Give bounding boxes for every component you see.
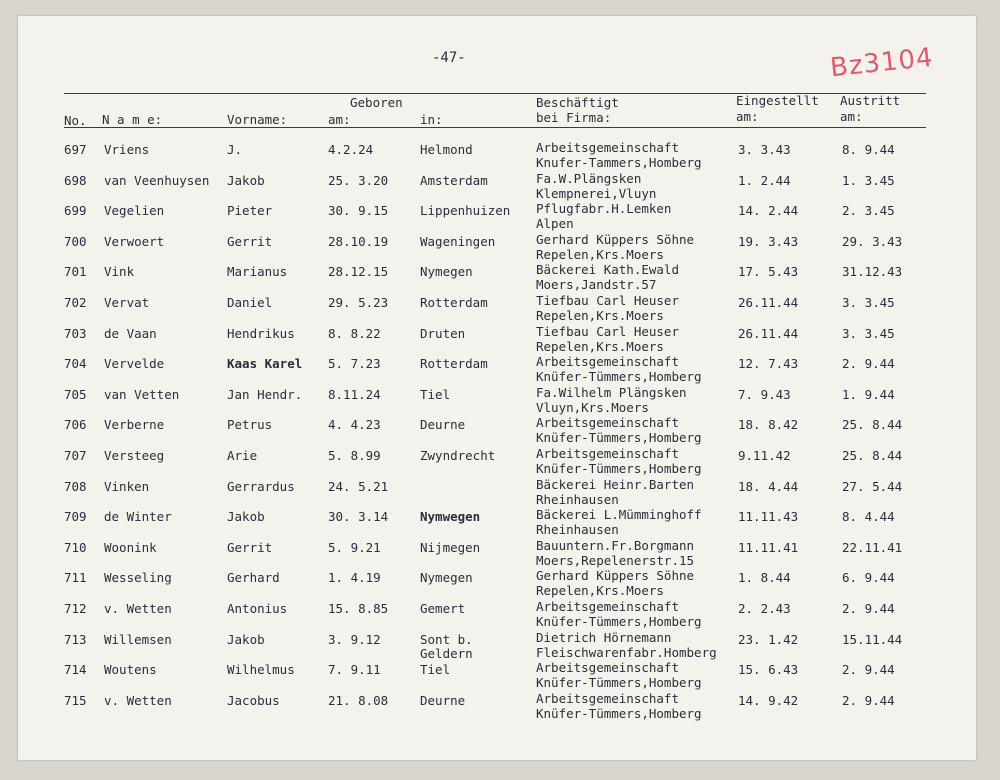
first-name: Antonius — [227, 601, 288, 616]
birth-place: Helmond — [420, 142, 473, 157]
employer-line2: Rheinhausen — [536, 491, 619, 507]
exit-date: 31.12.43 — [842, 264, 903, 280]
employer-line1: Tiefbau Carl Heuser — [536, 293, 679, 308]
employer-line1: Fa.Wilhelm Plängsken — [536, 384, 687, 400]
first-name: J. — [227, 142, 243, 157]
archive-stamp: Bz3104 — [828, 42, 935, 84]
row-number: 707 — [64, 448, 87, 463]
first-name: Hendrikus — [227, 325, 295, 341]
birth-date: 28.10.19 — [328, 233, 389, 249]
surname: de Winter — [104, 509, 172, 525]
birth-place: Deurne — [420, 417, 466, 433]
table-row — [0, 324, 1000, 354]
row-number: 708 — [64, 478, 87, 494]
exit-date: 6. 9.44 — [842, 570, 895, 586]
surname: Vriens — [104, 142, 150, 157]
birth-date: 28.12.15 — [328, 264, 389, 280]
employer-line1: Bäckerei Kath.Ewald — [536, 262, 679, 278]
first-name: Gerrardus — [227, 478, 295, 494]
table-row — [0, 201, 1000, 231]
hired-date: 18. 4.44 — [738, 478, 799, 494]
exit-date: 8. 4.44 — [842, 509, 895, 525]
row-number: 713 — [64, 631, 87, 647]
exit-date: 15.11.44 — [842, 631, 903, 647]
exit-date: 1. 9.44 — [842, 386, 895, 402]
first-name: Kaas Karel — [227, 356, 303, 372]
employer-line1: Bäckerei Heinr.Barten — [536, 476, 695, 492]
hired-date: 26.11.44 — [738, 325, 799, 341]
first-name: Jacobus — [227, 692, 280, 708]
exit-date: 25. 8.44 — [842, 448, 903, 463]
birth-place: Lippenhuizen — [420, 203, 511, 219]
exit-date: 3. 3.45 — [842, 295, 895, 310]
first-name: Gerrit — [227, 233, 273, 249]
birth-date: 8. 8.22 — [328, 325, 381, 341]
employer-line2: Alpen — [536, 216, 574, 232]
employer-line2: Knufer-Tammers,Homberg — [536, 155, 702, 170]
birth-date: 5. 8.99 — [328, 448, 381, 463]
birth-place: Deurne — [420, 692, 466, 708]
table-row — [0, 293, 1000, 323]
page-number: -47- — [432, 50, 466, 66]
hired-date: 7. 9.43 — [738, 386, 791, 402]
hired-date: 14. 2.44 — [738, 203, 799, 219]
exit-date: 22.11.41 — [842, 539, 903, 555]
table-row — [0, 630, 1000, 660]
employer-line2: Rheinhausen — [536, 522, 619, 538]
header-eingestellt-am: am: — [736, 109, 759, 124]
row-number: 701 — [64, 264, 87, 280]
surname: van Vetten — [104, 386, 180, 402]
birth-date: 24. 5.21 — [328, 478, 389, 494]
row-number: 699 — [64, 203, 87, 219]
header-vorname: Vorname: — [227, 112, 288, 127]
table-row — [0, 232, 1000, 262]
employer-line1: Fa.W.Plängsken — [536, 170, 642, 186]
exit-date: 2. 3.45 — [842, 203, 895, 219]
table-row — [0, 446, 1000, 476]
employer-line1: Arbeitsgemeinschaft — [536, 354, 679, 370]
birth-place: Zwyndrecht — [420, 448, 496, 463]
employer-line1: Arbeitsgemeinschaft — [536, 140, 679, 155]
header-austritt-am: am: — [840, 109, 863, 124]
employer-line1: Gerhard Küppers Söhne — [536, 568, 695, 584]
birth-place: Rotterdam — [420, 356, 488, 372]
exit-date: 2. 9.44 — [842, 692, 895, 708]
hired-date: 1. 8.44 — [738, 570, 791, 586]
hired-date: 2. 2.43 — [738, 601, 791, 616]
employer-line2: Klempnerei,Vluyn — [536, 185, 657, 201]
birth-place: Tiel — [420, 662, 451, 678]
birth-date: 5. 7.23 — [328, 356, 381, 372]
birth-date: 8.11.24 — [328, 386, 381, 402]
row-number: 702 — [64, 295, 87, 310]
table-row — [0, 599, 1000, 629]
table-row — [0, 568, 1000, 598]
surname: v. Wetten — [104, 601, 172, 616]
hired-date: 19. 3.43 — [738, 233, 799, 249]
employer-line1: Bäckerei L.Mümminghoff — [536, 507, 702, 523]
birth-date: 29. 5.23 — [328, 295, 389, 310]
surname: Vervat — [104, 295, 150, 310]
hired-date: 18. 8.42 — [738, 417, 799, 433]
table-row — [0, 538, 1000, 568]
row-number: 703 — [64, 325, 87, 341]
birth-date: 15. 8.85 — [328, 601, 389, 616]
employer-line1: Arbeitsgemeinschaft — [536, 690, 679, 706]
birth-date: 3. 9.12 — [328, 631, 381, 647]
birth-place: Tiel — [420, 386, 451, 402]
birth-place: Amsterdam — [420, 172, 488, 188]
row-number: 714 — [64, 662, 87, 678]
employer-line2: Fleischwarenfabr.Homberg — [536, 644, 717, 660]
exit-date: 8. 9.44 — [842, 142, 895, 157]
header-eingestellt: Eingestellt — [736, 93, 819, 108]
row-number: 711 — [64, 570, 87, 586]
table-row — [0, 140, 1000, 170]
employer-line2: Knüfer-Tümmers,Homberg — [536, 461, 702, 476]
first-name: Gerhard — [227, 570, 280, 586]
first-name: Gerrit — [227, 539, 273, 555]
row-number: 705 — [64, 386, 87, 402]
table-row — [0, 262, 1000, 292]
surname: Woutens — [104, 662, 157, 678]
hired-date: 17. 5.43 — [738, 264, 799, 280]
hired-date: 11.11.41 — [738, 539, 799, 555]
first-name: Marianus — [227, 264, 288, 280]
exit-date: 29. 3.43 — [842, 233, 903, 249]
employer-line1: Pflugfabr.H.Lemken — [536, 201, 672, 217]
table-row — [0, 415, 1000, 445]
birth-date: 4.2.24 — [328, 142, 374, 157]
birth-place: Wageningen — [420, 233, 496, 249]
table-row — [0, 477, 1000, 507]
birth-place: Sont b. — [420, 631, 473, 647]
first-name: Jakob — [227, 172, 265, 188]
header-beschaeftigt: Beschäftigt — [536, 95, 619, 110]
birth-date: 4. 4.23 — [328, 417, 381, 433]
table-row — [0, 660, 1000, 690]
hired-date: 15. 6.43 — [738, 662, 799, 678]
employer-line1: Arbeitsgemeinschaft — [536, 415, 679, 431]
header-no: No. — [64, 113, 87, 128]
employer-line1: Arbeitsgemeinschaft — [536, 660, 679, 676]
employer-line2: Repelen,Krs.Moers — [536, 583, 664, 599]
birth-date: 7. 9.11 — [328, 662, 381, 678]
first-name: Wilhelmus — [227, 662, 295, 678]
exit-date: 2. 9.44 — [842, 356, 895, 372]
employer-line2: Moers,Repelenerstr.15 — [536, 552, 695, 568]
first-name: Jakob — [227, 509, 265, 525]
employer-line2: Knüfer-Tümmers,Homberg — [536, 675, 702, 691]
row-number: 704 — [64, 356, 87, 372]
surname: v. Wetten — [104, 692, 172, 708]
header-austritt: Austritt — [840, 93, 901, 108]
employer-line2: Knüfer-Tümmers,Homberg — [536, 430, 702, 446]
surname: de Vaan — [104, 325, 157, 341]
birth-date: 5. 9.21 — [328, 539, 381, 555]
row-number: 709 — [64, 509, 87, 525]
hired-date: 3. 3.43 — [738, 142, 791, 157]
employer-line1: Arbeitsgemeinschaft — [536, 599, 679, 614]
row-number: 700 — [64, 233, 87, 249]
first-name: Petrus — [227, 417, 273, 433]
header-name: N a m e: — [102, 112, 163, 127]
birth-date: 25. 3.20 — [328, 172, 389, 188]
row-number: 712 — [64, 601, 87, 616]
surname: Woonink — [104, 539, 157, 555]
employer-line2: Repelen,Krs.Moers — [536, 338, 664, 354]
hired-date: 11.11.43 — [738, 509, 799, 525]
header-geboren: Geboren — [350, 95, 403, 110]
surname: Verberne — [104, 417, 165, 433]
first-name: Pieter — [227, 203, 273, 219]
birth-place: Nymegen — [420, 264, 473, 280]
birth-place: Nymegen — [420, 570, 473, 586]
exit-date: 2. 9.44 — [842, 601, 895, 616]
birth-place: Nijmegen — [420, 539, 481, 555]
table-row — [0, 354, 1000, 384]
employer-line2: Repelen,Krs.Moers — [536, 246, 664, 262]
table-row — [0, 691, 1000, 721]
surname: Versteeg — [104, 448, 165, 463]
surname: Vink — [104, 264, 135, 280]
exit-date: 3. 3.45 — [842, 325, 895, 341]
exit-date: 25. 8.44 — [842, 417, 903, 433]
exit-date: 27. 5.44 — [842, 478, 903, 494]
employer-line2: Knüfer-Tümmers,Homberg — [536, 614, 702, 629]
employer-line2: Repelen,Krs.Moers — [536, 308, 664, 323]
table-row — [0, 507, 1000, 537]
table-row — [0, 171, 1000, 201]
first-name: Daniel — [227, 295, 273, 310]
employer-line2: Vluyn,Krs.Moers — [536, 399, 649, 415]
first-name: Jan Hendr. — [227, 386, 303, 402]
hired-date: 14. 9.42 — [738, 692, 799, 708]
row-number: 706 — [64, 417, 87, 433]
employer-line2: Moers,Jandstr.57 — [536, 277, 657, 293]
hired-date: 12. 7.43 — [738, 356, 799, 372]
exit-date: 2. 9.44 — [842, 662, 895, 678]
surname: Wesseling — [104, 570, 172, 586]
birth-place: Nymwegen — [420, 509, 481, 525]
header-bei-firma: bei Firma: — [536, 110, 612, 125]
row-number: 715 — [64, 692, 87, 708]
exit-date: 1. 3.45 — [842, 172, 895, 188]
employer-line2: Knüfer-Tümmers,Homberg — [536, 705, 702, 721]
row-number: 697 — [64, 142, 87, 157]
row-number: 698 — [64, 172, 87, 188]
employer-line1: Gerhard Küppers Söhne — [536, 231, 695, 247]
table-row — [0, 385, 1000, 415]
surname: Vinken — [104, 478, 150, 494]
birth-place-line2: Geldern — [420, 645, 473, 661]
header-geboren-am: am: — [328, 112, 351, 127]
row-number: 710 — [64, 539, 87, 555]
first-name: Jakob — [227, 631, 265, 647]
header-geboren-in: in: — [420, 112, 443, 127]
surname: Vegelien — [104, 203, 165, 219]
employer-line1: Tiefbau Carl Heuser — [536, 323, 679, 339]
hired-date: 9.11.42 — [738, 448, 791, 463]
surname: van Veenhuysen — [104, 172, 210, 188]
employer-line2: Knüfer-Tümmers,Homberg — [536, 369, 702, 385]
birth-place: Gemert — [420, 601, 466, 616]
employer-line1: Bauuntern.Fr.Borgmann — [536, 537, 695, 553]
birth-place: Druten — [420, 325, 466, 341]
surname: Vervelde — [104, 356, 165, 372]
hired-date: 23. 1.42 — [738, 631, 799, 647]
surname: Willemsen — [104, 631, 172, 647]
birth-date: 30. 9.15 — [328, 203, 389, 219]
surname: Verwoert — [104, 233, 165, 249]
hired-date: 1. 2.44 — [738, 172, 791, 188]
employer-line1: Dietrich Hörnemann — [536, 629, 672, 645]
header-rule-bottom — [64, 127, 926, 128]
birth-date: 1. 4.19 — [328, 570, 381, 586]
hired-date: 26.11.44 — [738, 295, 799, 310]
employer-line1: Arbeitsgemeinschaft — [536, 446, 679, 461]
birth-place: Rotterdam — [420, 295, 488, 310]
birth-date: 21. 8.08 — [328, 692, 389, 708]
birth-date: 30. 3.14 — [328, 509, 389, 525]
first-name: Arie — [227, 448, 258, 463]
